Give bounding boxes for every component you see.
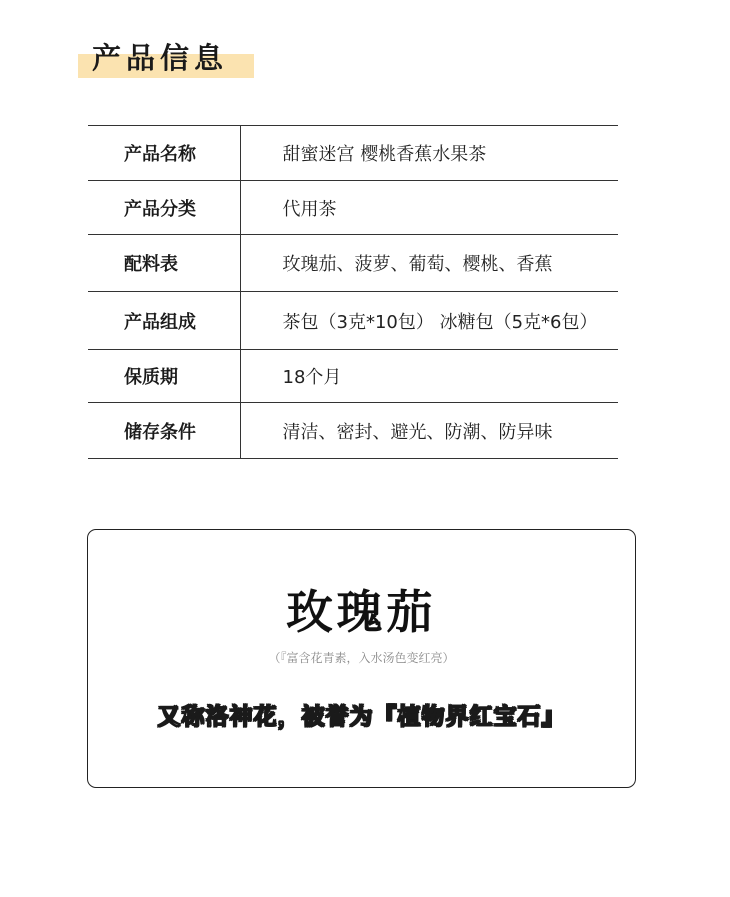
row-value: 甜蜜迷宫 樱桃香蕉水果茶 [240,126,618,181]
row-label: 产品分类 [88,181,240,235]
row-value: 清洁、密封、避光、防潮、防异味 [240,403,618,459]
row-label: 产品组成 [88,292,240,350]
section-header [78,32,258,82]
table-row [88,403,618,459]
table-row [88,292,618,350]
card-title: 玫瑰茄 [286,585,437,639]
table-row [88,181,618,235]
row-value: 茶包（3克*10包） 冰糖包（5克*6包） [240,292,618,350]
table-row [88,350,618,403]
row-label: 产品名称 [88,126,240,181]
card-tagline: 又称洛神花，被誉为『植物界红宝石』 [157,704,566,730]
section-title: 产品信息 [92,41,229,75]
row-label: 保质期 [88,350,240,403]
row-label: 配料表 [88,235,240,292]
row-label: 储存条件 [88,403,240,459]
row-value: 18个月 [240,350,618,403]
row-value: 代用茶 [240,181,618,235]
row-value: 玫瑰茄、菠萝、葡萄、樱桃、香蕉 [240,235,618,292]
table-row [88,235,618,292]
table-row [88,126,618,181]
product-info-table [88,125,618,459]
feature-card [87,529,636,788]
card-note: （『富含花青素，入水汤色变红亮） [268,651,455,665]
